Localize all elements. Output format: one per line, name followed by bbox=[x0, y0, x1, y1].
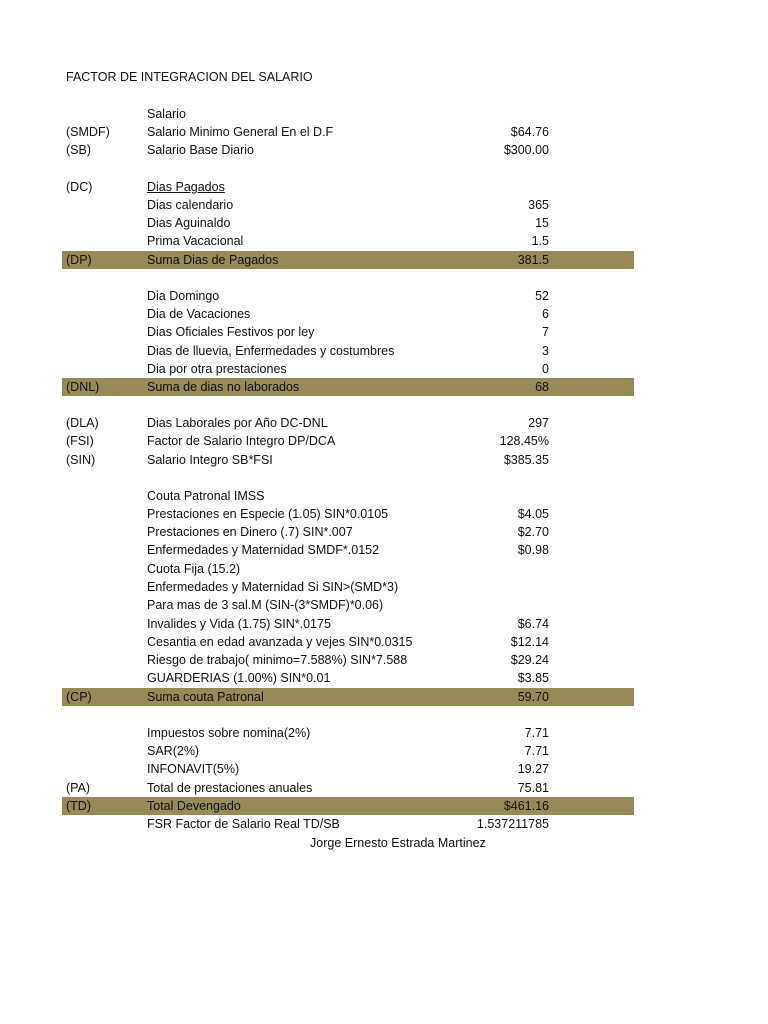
row-label: Para mas de 3 sal.M (SIN-(3*SMDF)*0.06) bbox=[147, 598, 384, 612]
row-value: 68 bbox=[535, 380, 549, 394]
row-label: Enfermedades y Maternidad Si SIN>(SMD*3) bbox=[147, 580, 399, 594]
page-title: FACTOR DE INTEGRACION DEL SALARIO bbox=[66, 70, 313, 84]
row-label: Dia por otra prestaciones bbox=[147, 362, 287, 376]
table-row bbox=[62, 779, 634, 797]
row-label: Prestaciones en Dinero (.7) SIN*.007 bbox=[147, 525, 353, 539]
row-label: Dias Laborales por Año DC-DNL bbox=[147, 416, 328, 430]
row-label: SAR(2%) bbox=[147, 744, 200, 758]
row-label: Total de prestaciones anuales bbox=[147, 781, 313, 795]
table-row bbox=[62, 414, 634, 432]
row-label: Couta Patronal IMSS bbox=[147, 489, 265, 503]
row-label: Riesgo de trabajo( minimo=7.588%) SIN*7.588 bbox=[147, 653, 408, 667]
table-row bbox=[62, 141, 634, 159]
table-row bbox=[62, 615, 634, 633]
table-row bbox=[62, 360, 634, 378]
row-value: 7.71 bbox=[524, 744, 549, 758]
row-value: $300.00 bbox=[503, 143, 549, 157]
row-value: $6.74 bbox=[517, 617, 549, 631]
row-value: 1.5 bbox=[531, 234, 549, 248]
row-label: Dia Domingo bbox=[147, 289, 220, 303]
table-row bbox=[62, 505, 634, 523]
row-value: $64.76 bbox=[510, 125, 549, 139]
total-row bbox=[62, 797, 634, 815]
row-value: $461.16 bbox=[503, 799, 549, 813]
table-row bbox=[62, 451, 634, 469]
table-row bbox=[62, 669, 634, 687]
table-row bbox=[62, 815, 634, 833]
table-row bbox=[62, 105, 634, 123]
row-code: (CP) bbox=[66, 690, 92, 704]
table-row bbox=[62, 196, 634, 214]
table-row bbox=[62, 487, 634, 505]
row-code: (DC) bbox=[66, 180, 93, 194]
row-value: 365 bbox=[528, 198, 549, 212]
row-code: (DNL) bbox=[66, 380, 100, 394]
row-value: 297 bbox=[528, 416, 549, 430]
author-name: Jorge Ernesto Estrada Martinez bbox=[310, 836, 486, 850]
row-code: (PA) bbox=[66, 781, 91, 795]
row-label: INFONAVIT(5%) bbox=[147, 762, 240, 776]
table-row bbox=[62, 178, 634, 196]
row-label: Dias Oficiales Festivos por ley bbox=[147, 325, 315, 339]
row-code: (SB) bbox=[66, 143, 91, 157]
row-label: Dias calendario bbox=[147, 198, 234, 212]
row-label: Dia de Vacaciones bbox=[147, 307, 251, 321]
row-value: 52 bbox=[535, 289, 549, 303]
row-value: $3.85 bbox=[517, 671, 549, 685]
table-row bbox=[62, 742, 634, 760]
row-label: FSR Factor de Salario Real TD/SB bbox=[147, 817, 340, 831]
row-value: 75.81 bbox=[517, 781, 549, 795]
row-label: Factor de Salario Integro DP/DCA bbox=[147, 434, 336, 448]
row-value: $0.98 bbox=[517, 543, 549, 557]
total-row bbox=[62, 378, 634, 396]
row-label: Prima Vacacional bbox=[147, 234, 244, 248]
row-label: Prestaciones en Especie (1.05) SIN*0.0105 bbox=[147, 507, 389, 521]
row-value: $4.05 bbox=[517, 507, 549, 521]
row-value: $12.14 bbox=[510, 635, 549, 649]
row-label: GUARDERIAS (1.00%) SIN*0.01 bbox=[147, 671, 331, 685]
table-row bbox=[62, 432, 634, 450]
table-row bbox=[62, 214, 634, 232]
table-row bbox=[62, 287, 634, 305]
row-value: $2.70 bbox=[517, 525, 549, 539]
row-value: $385.35 bbox=[503, 453, 549, 467]
table-row bbox=[62, 724, 634, 742]
table-row bbox=[62, 596, 634, 614]
row-label: Salario Minimo General En el D.F bbox=[147, 125, 334, 139]
table-row bbox=[62, 323, 634, 341]
row-label: Enfermedades y Maternidad SMDF*.0152 bbox=[147, 543, 380, 557]
row-label: Salario Integro SB*FSI bbox=[147, 453, 273, 467]
row-label: Cesantia en edad avanzada y vejes SIN*0.0315 bbox=[147, 635, 413, 649]
row-value: 59.70 bbox=[517, 690, 549, 704]
row-label: Suma couta Patronal bbox=[147, 690, 264, 704]
table-row bbox=[62, 560, 634, 578]
table-row bbox=[62, 633, 634, 651]
row-code: (DP) bbox=[66, 253, 92, 267]
row-value: 0 bbox=[542, 362, 549, 376]
table-row bbox=[62, 578, 634, 596]
row-value: 6 bbox=[542, 307, 549, 321]
row-value: 15 bbox=[535, 216, 549, 230]
row-value: 128.45% bbox=[499, 434, 549, 448]
table-row bbox=[62, 342, 634, 360]
row-label: Salario bbox=[147, 107, 186, 121]
row-label: Impuestos sobre nomina(2%) bbox=[147, 726, 311, 740]
row-label: Dias de lluevia, Enfermedades y costumbres bbox=[147, 344, 395, 358]
row-label: Dias Aguinaldo bbox=[147, 216, 231, 230]
row-code: (SIN) bbox=[66, 453, 96, 467]
row-label: Suma Dias de Pagados bbox=[147, 253, 279, 267]
row-code: (SMDF) bbox=[66, 125, 110, 139]
row-label: Salario Base Diario bbox=[147, 143, 254, 157]
table-row bbox=[62, 123, 634, 141]
row-value: $29.24 bbox=[510, 653, 549, 667]
row-code: (TD) bbox=[66, 799, 91, 813]
total-row bbox=[62, 251, 634, 269]
row-value: 7.71 bbox=[524, 726, 549, 740]
row-code: (FSI) bbox=[66, 434, 94, 448]
row-value: 1.537211785 bbox=[476, 817, 549, 831]
table-row bbox=[62, 232, 634, 250]
row-label: Total Devengado bbox=[147, 799, 241, 813]
row-value: 7 bbox=[542, 325, 549, 339]
row-label: Dias Pagados bbox=[147, 180, 225, 194]
table-row bbox=[62, 760, 634, 778]
table-row bbox=[62, 523, 634, 541]
table-row bbox=[62, 541, 634, 559]
row-label: Invalides y Vida (1.75) SIN*.0175 bbox=[147, 617, 331, 631]
table-row bbox=[62, 651, 634, 669]
row-code: (DLA) bbox=[66, 416, 99, 430]
row-value: 19.27 bbox=[517, 762, 549, 776]
row-value: 381.5 bbox=[517, 253, 549, 267]
row-label: Cuota Fija (15.2) bbox=[147, 562, 241, 576]
table-row bbox=[62, 305, 634, 323]
total-row bbox=[62, 688, 634, 706]
row-value: 3 bbox=[542, 344, 549, 358]
row-label: Suma de dias no laborados bbox=[147, 380, 300, 394]
